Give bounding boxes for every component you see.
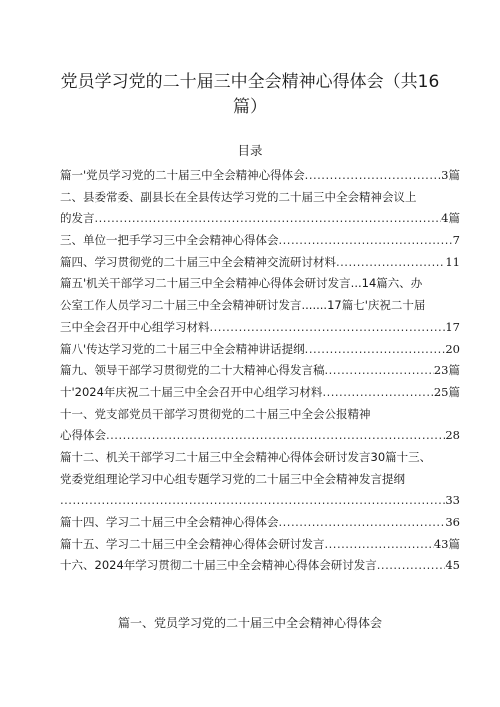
- toc-line[interactable]: [60, 425, 460, 447]
- toc-entry-text: 三中全会召开中心组学习材料: [60, 319, 210, 334]
- toc-page-number: 4: [441, 211, 449, 226]
- toc-page-number: 3: [441, 168, 449, 182]
- toc-line[interactable]: [60, 295, 460, 317]
- document-title: [50, 70, 450, 120]
- toc-line[interactable]: [60, 534, 460, 556]
- toc-line[interactable]: [60, 469, 460, 491]
- toc-entry-text: 十一、党支部党员干部学习贯彻党的二十届三中全会公报精神: [60, 406, 371, 421]
- toc-line[interactable]: [60, 273, 460, 295]
- table-of-contents: [60, 165, 460, 577]
- toc-line[interactable]: [60, 555, 460, 577]
- toc-entry-text: 篇九、领导干部学习贯彻党的二十大精神心得发言稿: [60, 363, 325, 378]
- toc-page-number: 45: [445, 558, 460, 573]
- toc-continuation-text: 篇: [448, 168, 460, 182]
- toc-leader-dots: [279, 230, 453, 252]
- toc-continuation-text: 篇: [448, 363, 460, 378]
- toc-leader-dots: [325, 534, 434, 556]
- toc-continuation-text: 篇: [448, 211, 460, 226]
- toc-entry-text: 篇一'党员学习党的二十届三中全会精神心得体会: [60, 168, 305, 182]
- toc-line[interactable]: [60, 339, 460, 361]
- toc-leader-dots: [305, 339, 446, 361]
- toc-leader-dots: [305, 165, 442, 187]
- toc-entry-text: 篇十二、机关干部学习二十届三中全会精神心得体会研讨发言30篇十三、: [60, 449, 432, 464]
- toc-line[interactable]: [60, 252, 460, 274]
- toc-entry-text: 篇十五、学习二十届三中全会精神心得体会研讨发言: [60, 536, 325, 551]
- toc-leader-dots: [60, 490, 445, 512]
- toc-continuation-text: 篇: [448, 536, 460, 551]
- toc-entry-text: 十'2024年庆祝二十届三中全会召开中心组学习材料: [60, 384, 323, 399]
- toc-leader-dots: [95, 208, 442, 230]
- toc-line[interactable]: [60, 382, 460, 404]
- toc-leader-dots: [322, 382, 433, 404]
- toc-leader-dots: [377, 555, 446, 577]
- toc-leader-dots: [106, 425, 445, 447]
- toc-page-number: 25: [433, 384, 449, 399]
- toc-entry-text: 二、县委常委、副县长在全县传达学习党的二十届三中全会精神会议上: [60, 189, 417, 204]
- document-title-line-2: 篇）: [233, 97, 267, 117]
- toc-line[interactable]: [60, 404, 460, 426]
- toc-line[interactable]: [60, 447, 460, 469]
- toc-entry-text: 篇十四、学习二十届三中全会精神心得体会: [60, 515, 279, 529]
- toc-line[interactable]: [60, 490, 460, 512]
- toc-entry-text: 篇八'传达学习党的二十届三中全会精神讲话提纲: [60, 341, 305, 356]
- toc-page-number: 43: [433, 536, 449, 551]
- toc-line[interactable]: [60, 187, 460, 209]
- toc-page-number: 17: [445, 319, 460, 334]
- toc-entry-text: 党委党组理论学习中心组专题学习党的二十届三中全会精神发言提纲: [60, 471, 405, 486]
- toc-page-number: 36: [445, 515, 460, 529]
- toc-page-number: 11: [445, 254, 460, 269]
- document-title-line-1: 党员学习党的二十届三中全会精神心得体会（共16: [60, 72, 440, 92]
- toc-entry-text: 的发言: [60, 211, 95, 226]
- toc-entry-text: 篇四、学习贯彻党的二十届三中全会精神交流研讨材料: [60, 254, 336, 269]
- toc-page-number: 28: [445, 428, 460, 443]
- toc-line[interactable]: [60, 208, 460, 230]
- toc-leader-dots: [336, 252, 445, 274]
- toc-entry-text: 心得体会: [60, 428, 106, 443]
- toc-entry-text: 十六、2024年学习贯彻二十届三中全会精神心得体会研讨发言: [60, 558, 377, 573]
- toc-heading: 目录: [237, 143, 263, 158]
- toc-line[interactable]: [60, 317, 460, 339]
- toc-page-number: 23: [433, 363, 449, 378]
- toc-page-number: 33: [445, 493, 460, 508]
- toc-entry-text: 三、单位一把手学习三中全会精神心得体会: [60, 233, 279, 248]
- toc-entry-text: 公室工作人员学习二十届三中全会精神研讨发言.......17篇七'庆祝二十届: [60, 298, 426, 313]
- toc-leader-dots: [325, 360, 434, 382]
- toc-line[interactable]: [60, 165, 460, 187]
- toc-leader-dots: [210, 317, 446, 339]
- toc-continuation-text: 篇: [448, 384, 460, 399]
- toc-page-number: 7: [452, 233, 460, 248]
- toc-line[interactable]: [60, 512, 460, 534]
- toc-leader-dots: [279, 512, 446, 534]
- toc-line[interactable]: [60, 360, 460, 382]
- section-heading: 篇一、党员学习党的二十届三中全会精神心得体会: [117, 616, 382, 630]
- toc-line[interactable]: [60, 230, 460, 252]
- toc-page-number: 20: [445, 341, 460, 356]
- toc-entry-text: 篇五'机关干部学习二十届三中全会精神心得体会研讨发言...14篇六、办: [60, 276, 423, 291]
